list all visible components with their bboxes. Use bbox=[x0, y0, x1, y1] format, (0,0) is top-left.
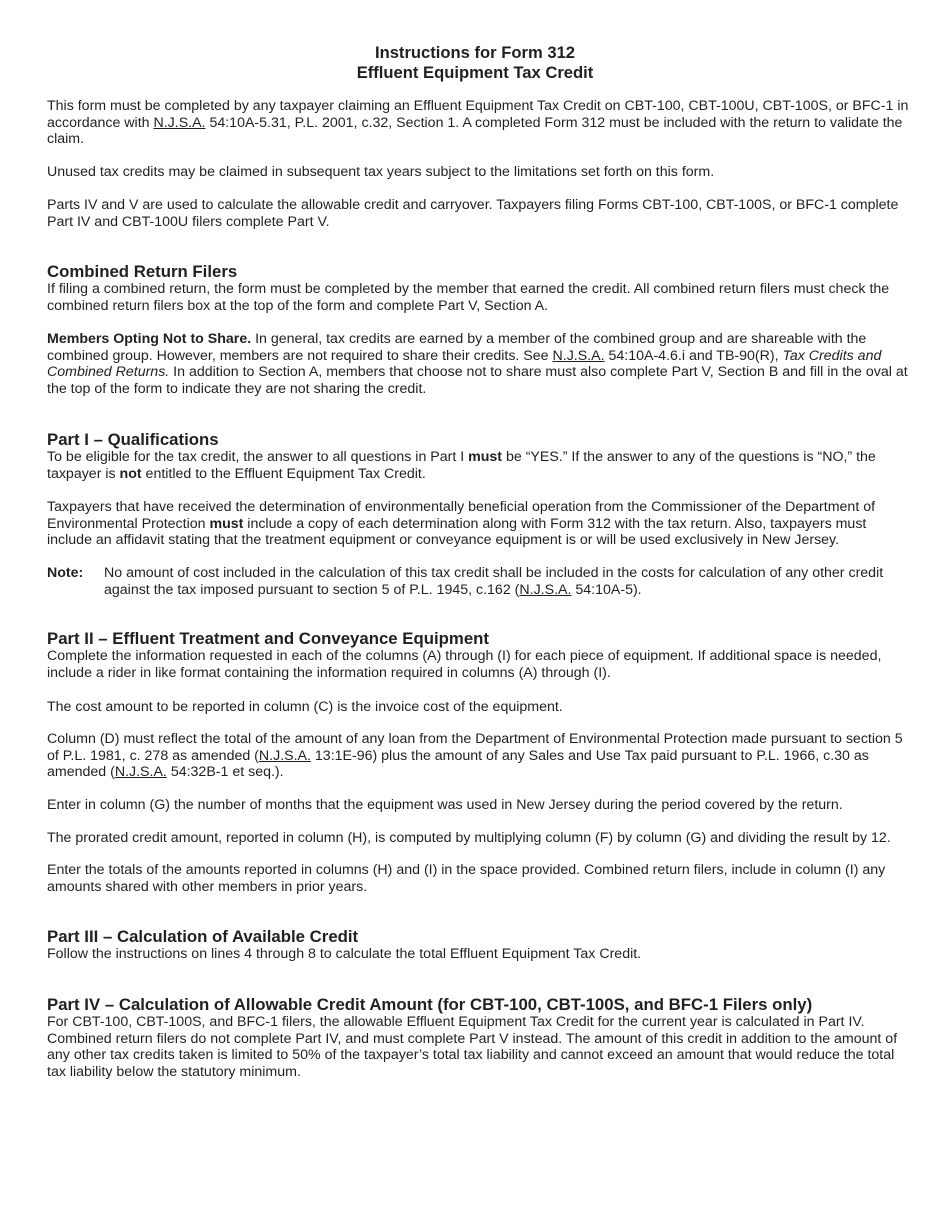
part2-heading: Part II – Effluent Treatment and Conveyance Equipment bbox=[47, 629, 489, 648]
note-text: No amount of cost included in the calculation of this tax credit shall be included in the costs for calculation of any other credit against the tax imposed pursuant to section 5 of P.L. 1945, c.162 (N.J.S.A. 54:10A-5). bbox=[104, 565, 884, 598]
part4-heading: Part IV – Calculation of Allowable Credit Amount (for CBT-100, CBT-100S, and BFC-1 Filers only) bbox=[47, 995, 813, 1014]
note-label: Note: bbox=[47, 565, 84, 581]
part2-paragraph-4: Enter in column (G) the number of months that the equipment was used in New Jersey during the period covered by the return. bbox=[47, 797, 843, 813]
part3-section bbox=[47, 928, 909, 963]
members-opting-paragraph: Members Opting Not to Share. In general, tax credits are earned by a member of the combined group and are shareable with the combined group. However, members are not required to share their credits. See N.J.S.A. 54:10A-4.6.i and TB-90(R), Tax Credits and Combined Returns. In addition to Section A, members that choose not to share must also complete Part V, Section B and fill in the oval at the top of the form to indicate they are not sharing the credit. bbox=[47, 331, 908, 397]
part4-section bbox=[47, 996, 909, 1080]
combined-return-section bbox=[47, 263, 909, 314]
part1-section bbox=[47, 431, 909, 482]
part1-paragraph-2: Taxpayers that have received the determination of environmentally beneficial operation from the Commissioner of the Department of Environmental Protection must include a copy of each determination along with Form 312 with the tax return. Also, taxpayers must include an affidavit stating that the treatment equipment or conveyance equipment is or will be used exclusively in New Jersey. bbox=[47, 499, 876, 549]
part1-paragraph-1: To be eligible for the tax credit, the answer to all questions in Part I must be “YES.” If the answer to any of the questions is “NO,” the taxpayer is not entitled to the Effluent Equipment Tax Credit. bbox=[47, 449, 876, 482]
njsa-reference: N.J.S.A. bbox=[552, 347, 605, 364]
part2-paragraph-5: The prorated credit amount, reported in column (H), is computed by multiplying column (F) by column (G) and dividing the result by 12. bbox=[47, 830, 891, 846]
part4-paragraph-1: For CBT-100, CBT-100S, and BFC-1 filers, the allowable Effluent Equipment Tax Credit for the current year is calculated in Part IV. Combined return filers do not complete Part IV, and must complete Part V instead. The amount of this credit in addition to the amount of any other tax credits taken is limited to 50% of the taxpayer’s total tax liability and cannot exceed an amount that would reduce the total tax liability below the statutory minimum. bbox=[47, 1014, 898, 1080]
part3-heading: Part III – Calculation of Available Credit bbox=[47, 927, 359, 946]
combined-paragraph-1: If filing a combined return, the form must be completed by the member that earned the credit. All combined return filers must check the combined return filers box at the top of the form and complete Part V, Section A. bbox=[47, 281, 890, 314]
njsa-reference: N.J.S.A. bbox=[153, 114, 206, 131]
intro-paragraph-2: Unused tax credits may be claimed in subsequent tax years subject to the limitations set forth on this form. bbox=[47, 164, 715, 180]
part1-note bbox=[47, 565, 909, 598]
combined-heading: Combined Return Filers bbox=[47, 262, 238, 281]
part3-paragraph-1: Follow the instructions on lines 4 through 8 to calculate the total Effluent Equipment Tax Credit. bbox=[47, 946, 642, 962]
part2-section bbox=[47, 630, 909, 681]
title-line-2: Effluent Equipment Tax Credit bbox=[356, 63, 594, 82]
part2-paragraph-1: Complete the information requested in each of the columns (A) through (I) for each piece of equipment. If additional space is needed, include a rider in like format containing the information required in columns (A) through (I). bbox=[47, 648, 882, 681]
part2-paragraph-6: Enter the totals of the amounts reported in columns (H) and (I) in the space provided. Combined return filers, include in column (I) any amounts shared with other members in prior years. bbox=[47, 862, 886, 895]
title-line-1: Instructions for Form 312 bbox=[374, 43, 576, 62]
part1-heading: Part I – Qualifications bbox=[47, 430, 219, 449]
njsa-reference: N.J.S.A. bbox=[258, 747, 311, 764]
njsa-reference: N.J.S.A. bbox=[114, 764, 167, 781]
part2-paragraph-3: Column (D) must reflect the total of the amount of any loan from the Department of Environmental Protection made pursuant to section 5 of P.L. 1981, c. 278 as amended (N.J.S.A. 13:1E-96) plus the amount of any Sales and Use Tax paid pursuant to P.L. 1966, c.30 as amended (N.J.S.A. 54:32B-1 et seq.). bbox=[47, 731, 903, 781]
part2-paragraph-2: The cost amount to be reported in column (C) is the invoice cost of the equipment. bbox=[47, 699, 563, 715]
intro-paragraph-3: Parts IV and V are used to calculate the allowable credit and carryover. Taxpayers filing Forms CBT-100, CBT-100S, or BFC-1 complete Part IV and CBT-100U filers complete Part V. bbox=[47, 197, 899, 230]
intro-paragraph-1: This form must be completed by any taxpayer claiming an Effluent Equipment Tax Credit on CBT-100, CBT-100U, CBT-100S, or BFC-1 in accordance with N.J.S.A. 54:10A-5.31, P.L. 2001, c.32, Section 1. A completed Form 312 must be included with the return to validate the claim. bbox=[47, 98, 909, 148]
document-title bbox=[0, 43, 950, 83]
njsa-reference: N.J.S.A. bbox=[519, 581, 572, 598]
